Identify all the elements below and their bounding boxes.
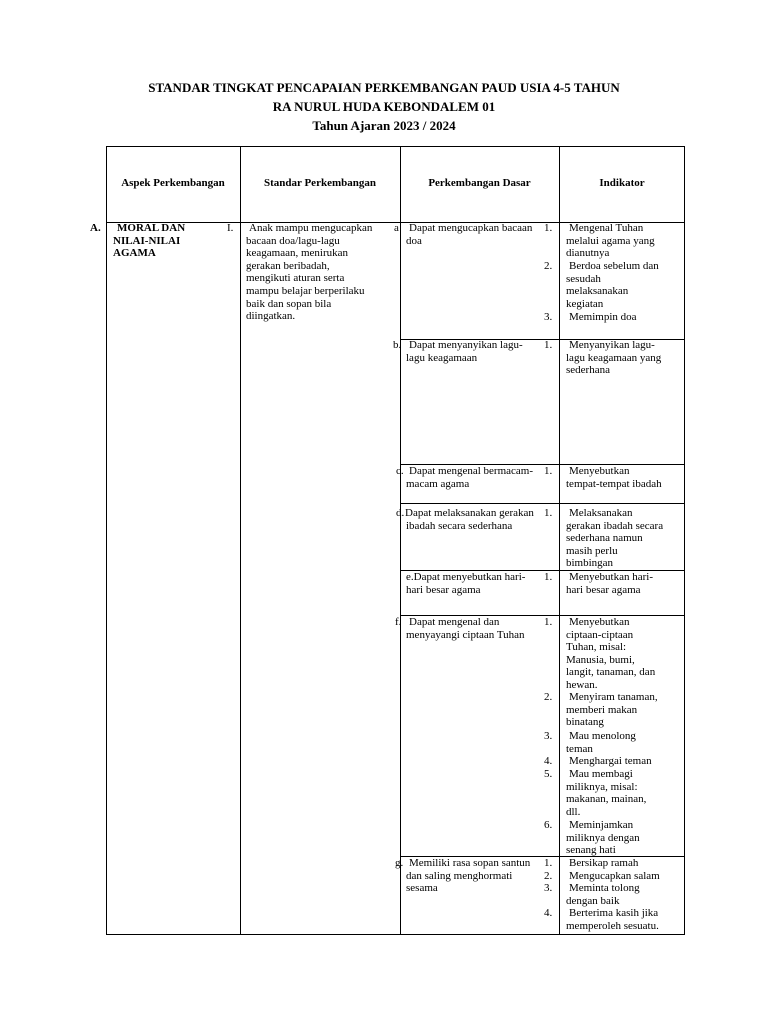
col-separator-2 (400, 146, 401, 935)
indicator-number: 1. (544, 857, 553, 869)
standard-line: mengikuti aturan serta (246, 272, 345, 285)
basic-line: Memiliki rasa sopan santun (409, 857, 531, 869)
indicator-number: 5. (544, 768, 553, 780)
basic-line: Dapat mengenal dan (409, 616, 500, 628)
indicator-number: 2. (544, 869, 553, 882)
indicator-line: kegiatan (566, 297, 604, 310)
indicator-line: Menyebutkan (569, 465, 630, 477)
indicator-line: Manusia, bumi, (566, 653, 635, 666)
indicator-line: melalui agama yang (566, 234, 655, 247)
indicator-number: 4. (544, 907, 553, 920)
row-divider-c (400, 503, 685, 504)
indicator-line: Menyebutkan (569, 616, 630, 628)
indicator-line: binatang (566, 716, 604, 729)
indicator-line: tempat-tempat ibadah (566, 477, 662, 490)
indicator-line: sederhana namun (566, 532, 643, 545)
indicator-line: Meminta tolong (569, 882, 640, 895)
indicator-line: sederhana (566, 364, 610, 377)
basic-line: doa (406, 234, 422, 247)
indicator-number: 3. (544, 311, 553, 323)
indicator-line: dll. (566, 805, 581, 818)
school-name: RA NURUL HUDA KEBONDALEM 01 (272, 99, 496, 114)
indicator-line: Meminjamkan (569, 819, 634, 831)
standard-line: gerakan beribadah, (246, 259, 330, 272)
basic-letter: a (394, 222, 399, 234)
basic-line: macam agama (406, 477, 470, 490)
indicator-number: 2. (544, 691, 553, 703)
indicator-number: 1. (544, 507, 553, 519)
indicator-number: 4. (544, 755, 553, 767)
indicator-line: Memimpin doa (569, 311, 637, 323)
indicator-line: Mengucapkan salam (569, 869, 660, 882)
indicator-line: Berdoa sebelum dan (569, 260, 659, 272)
basic-line: Dapat mengenal bermacam- (409, 465, 533, 477)
indicator-number: 2. (544, 260, 553, 272)
indicator-line: teman (566, 742, 593, 755)
col-header-dasar: Perkembangan Dasar (428, 177, 531, 189)
basic-line: menyayangi ciptaan Tuhan (406, 628, 525, 641)
basic-line: lagu keagamaan (406, 351, 478, 364)
indicator-line: dengan baik (566, 894, 620, 907)
indicator-line: Menyebutkan hari- (569, 571, 653, 583)
indicator-line: miliknya, misal: (566, 780, 638, 793)
academic-year: Tahun Ajaran 2023 / 2024 (312, 118, 456, 133)
basic-letter: b. (393, 339, 402, 351)
indicator-line: langit, tanaman, dan (566, 666, 656, 679)
basic-line: Dapat menyanyikan lagu- (409, 339, 523, 351)
indicator-line: Mau membagi (569, 768, 633, 780)
col-separator-1 (240, 146, 241, 935)
standard-line: baik dan sopan bila (246, 297, 332, 310)
indicator-line: masih perlu (566, 544, 618, 557)
indicator-line: hewan. (566, 679, 598, 691)
basic-letter: g. (395, 857, 404, 869)
basic-line: ibadah secara sederhana (406, 519, 513, 532)
standard-line: diingatkan. (246, 310, 296, 323)
basic-letter: d. (396, 507, 405, 519)
indicator-line: Mengenal Tuhan (569, 222, 644, 234)
standard-line: mampu belajar berperilaku (246, 285, 365, 297)
indicator-line: hari besar agama (566, 583, 641, 596)
indicator-line: ciptaan-ciptaan (566, 628, 634, 641)
indicator-line: Menyanyikan lagu- (569, 339, 655, 351)
indicator-line: Menyiram tanaman, (569, 691, 658, 703)
indicator-line: senang hati (566, 844, 616, 857)
indicator-number: 1. (544, 616, 553, 628)
standard-number: I. (227, 222, 234, 234)
indicator-line: makanan, mainan, (566, 793, 647, 806)
basic-line: sesama (406, 882, 438, 895)
document-title: STANDAR TINGKAT PENCAPAIAN PERKEMBANGAN PAUD USIA 4-5 TAHUN (148, 80, 620, 95)
indicator-line: Menghargai teman (569, 755, 652, 767)
indicator-number: 3. (544, 730, 553, 742)
basic-letter: f. (395, 616, 402, 628)
indicator-line: lagu keagamaan yang (566, 351, 662, 364)
basic-letter: c. (396, 465, 404, 477)
standard-line: bacaan doa/lagu-lagu (246, 234, 340, 247)
indicator-line: Berterima kasih jika (569, 907, 659, 920)
indicator-line: gerakan ibadah secara (566, 519, 664, 532)
indicator-line: Mau menolong (569, 730, 636, 742)
basic-line: dan saling menghormati (406, 869, 513, 882)
col-separator-3 (559, 146, 560, 935)
indicator-number: 1. (544, 339, 553, 351)
col-header-indikator: Indikator (599, 177, 645, 189)
indicator-line: Bersikap ramah (569, 857, 639, 869)
indicator-number: 3. (544, 882, 553, 895)
indicator-line: Tuhan, misal: (566, 641, 627, 654)
indicator-number: 1. (544, 571, 553, 583)
basic-line: Dapat melaksanakan gerakan (405, 507, 534, 519)
col-header-standar: Standar Perkembangan (264, 177, 376, 189)
indicator-number: 1. (544, 465, 553, 477)
aspect-line: AGAMA (113, 247, 156, 260)
col-header-aspek: Aspek Perkembangan (121, 177, 225, 189)
indicator-line: Melaksanakan (569, 507, 633, 519)
indicator-line: memberi makan (566, 703, 638, 716)
aspect-line: NILAI-NILAI (113, 234, 181, 247)
indicator-number: 6. (544, 819, 553, 831)
basic-line: e.Dapat menyebutkan hari- (406, 571, 526, 583)
standard-line: keagamaan, menirukan (246, 247, 349, 260)
basic-line: hari besar agama (406, 583, 481, 596)
indicator-line: melaksanakan (566, 285, 629, 298)
basic-line: Dapat mengucapkan bacaan (409, 222, 533, 234)
indicator-line: bimbingan (566, 557, 614, 570)
aspect-line: MORAL DAN (117, 222, 186, 234)
standard-line: Anak mampu mengucapkan (249, 222, 373, 234)
indicator-line: dianutnya (566, 247, 610, 260)
aspect-letter: A. (90, 222, 101, 234)
indicator-line: miliknya dengan (566, 831, 640, 844)
indicator-line: memperoleh sesuatu. (566, 920, 659, 932)
indicator-number: 1. (544, 222, 553, 234)
indicator-line: sesudah (566, 272, 601, 285)
